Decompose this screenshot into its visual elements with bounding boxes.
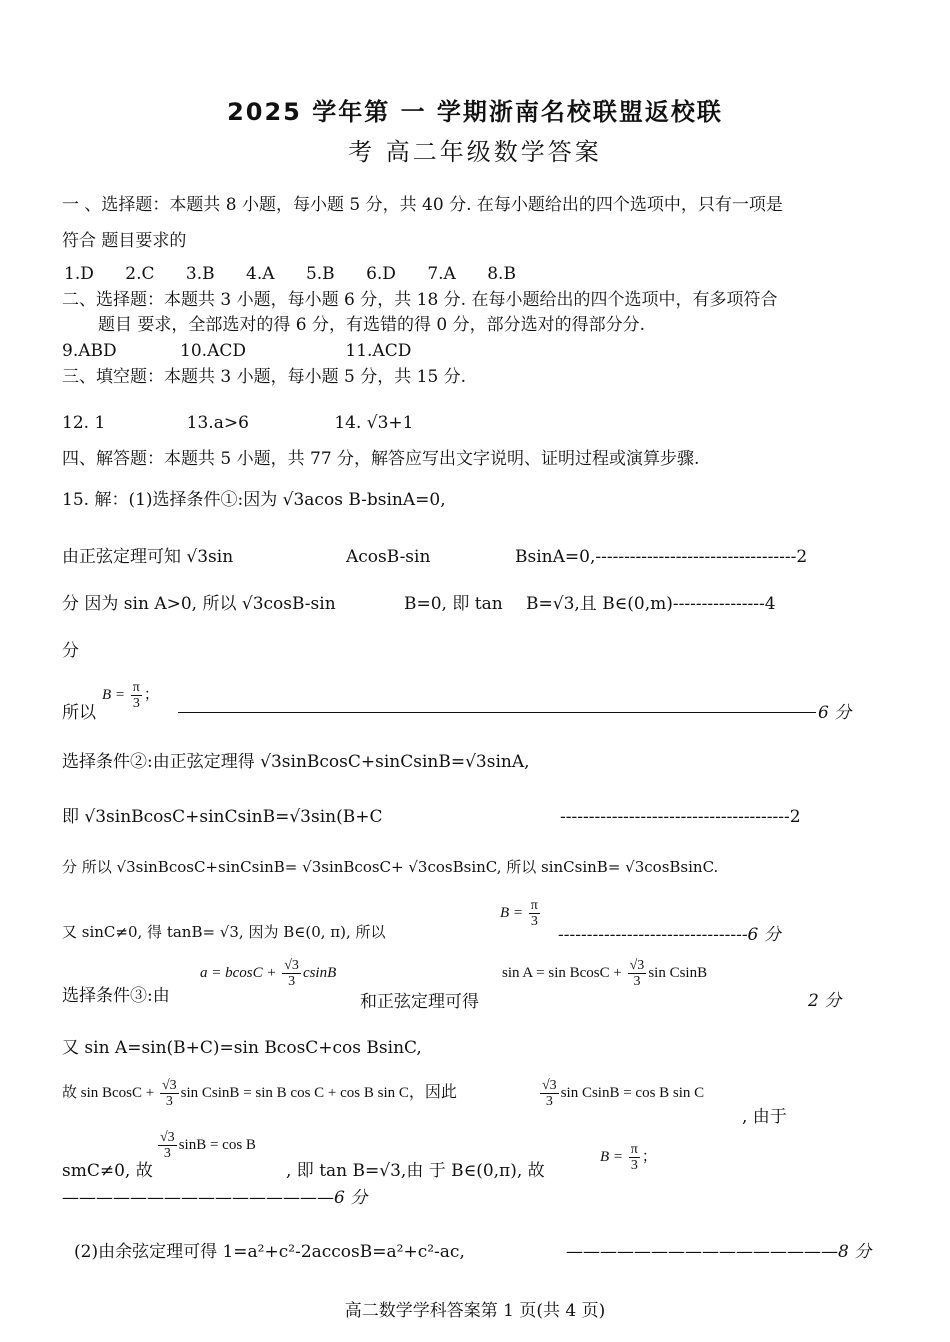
q15-line-9-prefix: 又 sinC≠0, 得 tanB= √3, 因为 B∈(0, π), 所以 (62, 923, 386, 941)
q15-line-10-mid: 和正弦定理可得 (360, 992, 479, 1012)
answer-item: 6.D (366, 264, 396, 284)
section2-answers (62, 340, 411, 362)
q15-line-13-prefix: smC≠0, 故 (62, 1161, 153, 1181)
answer-item: 3.B (185, 264, 215, 284)
q15-line-13-eq: $\frac{√3}{3}$ sinB = cos B (160, 1130, 256, 1161)
answer-item: 13.a>6 (186, 413, 249, 433)
answer-item: 9.ABD (62, 341, 117, 361)
q15-line-2c: BsinA=0,-----------------------------------2 (515, 547, 808, 567)
answer-item: 1.D (64, 264, 94, 284)
q15-line-3b: B=0, 即 tan (404, 594, 503, 614)
b-equals-pi-over-3: B = $\frac{\pi}{3}$ ； (102, 680, 159, 711)
q15-line-3a: 分 因为 sin A>0, 所以 √3cosB-sin (62, 594, 336, 614)
q15-line-2a: 由正弦定理可知 √3sin (62, 547, 234, 567)
answer-item: 4.A (246, 264, 275, 284)
q15-line-3c: B=√3,且 B∈(0,m)----------------4 (526, 594, 776, 614)
b-equals-pi-over-3: B = $\frac{\pi}{3}$ ； (600, 1142, 657, 1173)
answer-item: 7.A (427, 264, 456, 284)
q15-line-11: 又 sin A=sin(B+C)=sin BcosC+cos BsinC, (62, 1038, 422, 1058)
q15-line-4: 分 (62, 641, 79, 661)
section2-header-cont: 题目 要求，全部选对的得 6 分，有选错的得 0 分，部分选对的得部分分. (98, 315, 646, 335)
q15-line-7b: ----------------------------------------2 (560, 807, 801, 827)
q15-line-8: 分 所以 √3sinBcosC+sinCsinB= √3sinBcosC+ √3cosBsinC, 所以 sinCsinB= √3cosBsinC. (62, 858, 719, 876)
condition-3-equation: a = bcosC + $\frac{√3}{3}$ csinB (200, 958, 337, 989)
section3-answers (62, 412, 413, 434)
score-6: ---------------------------------6 分 (558, 925, 781, 945)
score-6: 6 分 (818, 703, 852, 723)
answer-item: 5.B (305, 264, 335, 284)
q15-line-1: 15. 解：(1)选择条件①:因为 √3acos B-bsinA=0, (62, 490, 446, 510)
q15-line-12-eq2: $\frac{√3}{3}$ sin CsinB = cos B sin C (542, 1078, 705, 1109)
page-title: 2025 学年第 一 学期浙南名校联盟返校联 (227, 98, 723, 126)
section2-header: 二、选择题：本题共 3 小题，每小题 6 分，共 18 分. 在每小题给出的四个选项中，有多项符合 (62, 290, 778, 310)
answer-item: 12. 1 (62, 413, 106, 433)
score-2: 2 分 (808, 991, 842, 1011)
q15-line-10-prefix: 选择条件③:由 (62, 986, 170, 1006)
q15-part-2: (2)由余弦定理可得 1=a²+c²-2accosB=a²+c²-ac, (74, 1242, 465, 1262)
section1-header-cont: 符合 题目要求的 (62, 231, 187, 251)
b-equals-pi-over-3: B = $\frac{\pi}{3}$ (500, 898, 538, 929)
q15-line-13-mid: , 即 tan B=√3,由 于 B∈(0,π), 故 (286, 1161, 545, 1181)
answer-item: 8.B (487, 264, 516, 284)
q15-line-6: 选择条件②:由正弦定理得 √3sinBcosC+sinCsinB=√3sinA, (62, 752, 530, 772)
q15-line-2b: AcosB-sin (346, 547, 431, 567)
score-8: ————————————————8 分 (566, 1242, 872, 1262)
section4-header: 四、解答题：本题共 5 小题，共 77 分，解答应写出文字说明、证明过程或演算步骤. (62, 449, 700, 469)
q15-line-5-prefix: 所以 (62, 703, 96, 723)
answer-item: 10.ACD (180, 341, 246, 361)
section3-header: 三、填空题：本题共 3 小题，每小题 5 分，共 15 分. (62, 367, 467, 387)
answer-item: 2.C (125, 264, 155, 284)
score-6: ————————————————6 分 (62, 1188, 368, 1208)
q15-line-7a: 即 √3sinBcosC+sinCsinB=√3sin(B+C (62, 807, 383, 827)
answer-item: 14. √3+1 (334, 413, 414, 433)
q15-line-12-suffix: , 由于 (742, 1107, 787, 1127)
score-leader-line (178, 712, 816, 713)
answer-item: 11.ACD (345, 341, 412, 361)
q15-line-12-eq1: 故 sin BcosC + $\frac{√3}{3}$ sin CsinB = sin B cos C + cos B sin C，因此 (62, 1078, 457, 1109)
page-subtitle: 考 高二年级数学答案 (348, 138, 602, 166)
page-footer: 高二数学学科答案第 1 页(共 4 页) (344, 1301, 606, 1321)
section1-answers (64, 263, 516, 285)
sine-rule-equation: sin A = sin BcosC + $\frac{√3}{3}$ sin CsinB (502, 958, 708, 989)
section1-header: 一 、选择题：本题共 8 小题，每小题 5 分，共 40 分. 在每小题给出的四个选项中，只有一项是 (62, 195, 783, 215)
